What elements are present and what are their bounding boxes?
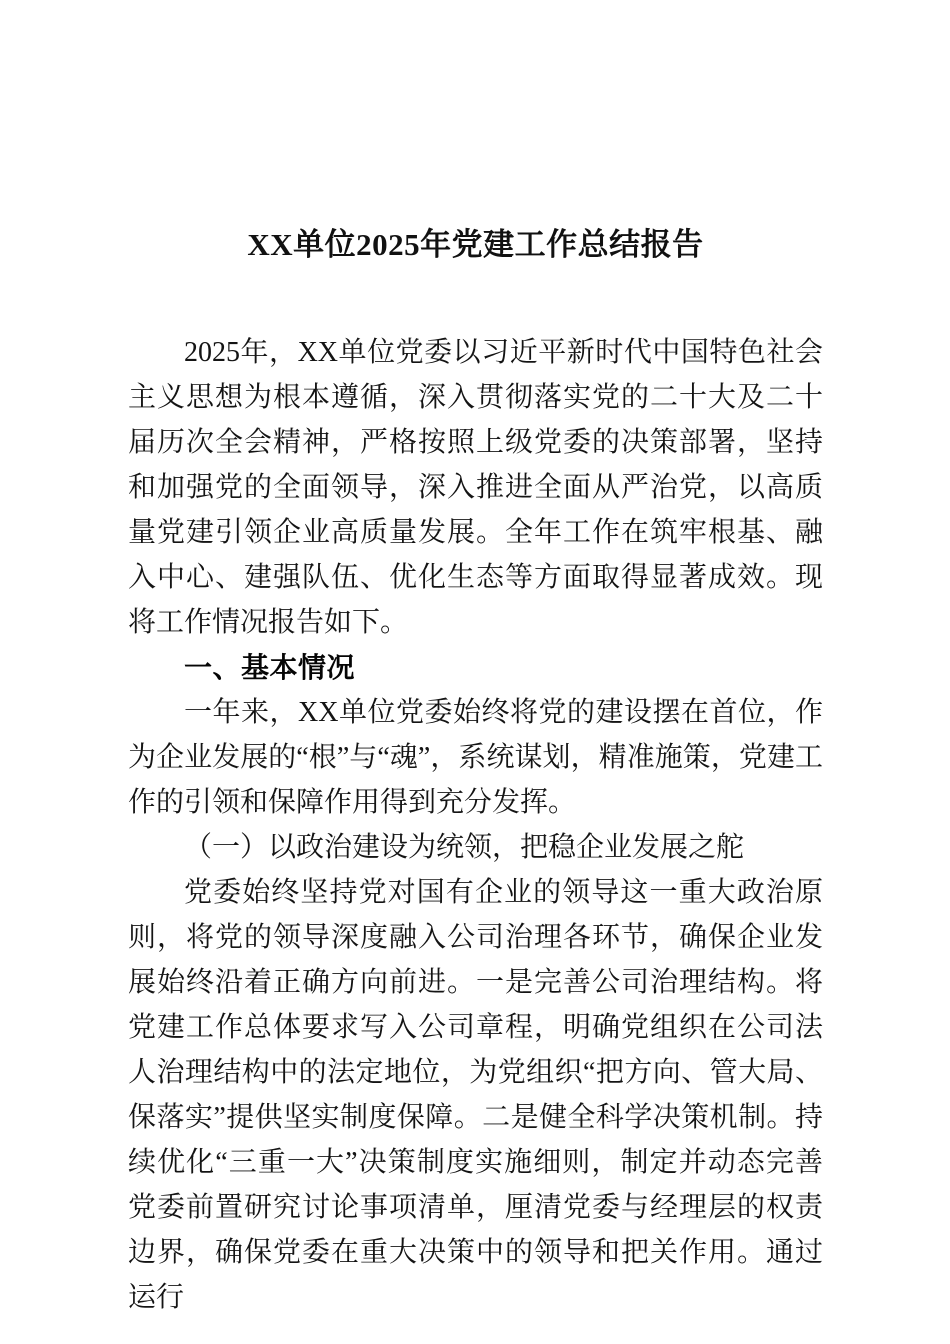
document-content <box>128 0 823 1320</box>
subsection-1-1-paragraph: 党委始终坚持党对国有企业的领导这一重大政治原则，将党的领导深度融入公司治理各环节，确保企业发展始终沿着正确方向前进。一是完善公司治理结构。将党建工作总体要求写入公司章程，明确党组织在公司法人治理结构中的法定地位，为党组织“把方向、管大局、保落实”提供坚实制度保障。二是健全科学决策机制。持续优化“三重一大”决策制度实施细则，制定并动态完善党委前置研究讨论事项清单，厘清党委与经理层的权责边界，确保党委在重大决策中的领导和把关作用。通过运行 <box>128 877 823 1313</box>
subsection-heading-1-1: （一）以政治建设为统领，把稳企业发展之舵 <box>184 832 745 863</box>
intro-paragraph: 2025年，XX单位党委以习近平新时代中国特色社会主义思想为根本遵循，深入贯彻落实党的二十大及二十届历次全会精神，严格按照上级党委的决策部署，坚持和加强党的全面领导，深入推进全面从严治党，以高质量党建引领企业高质量发展。全年工作在筑牢根基、融入中心、建强队伍、优化生态等方面取得显著成效。现将工作情况报告如下。 <box>128 337 823 638</box>
section-heading-1: 一、基本情况 <box>184 652 356 683</box>
page-title: XX单位2025年党建工作总结报告 <box>247 227 704 262</box>
section-1-paragraph: 一年来，XX单位党委始终将党的建设摆在首位，作为企业发展的“根”与“魂”，系统谋划，精准施策，党建工作的引领和保障作用得到充分发挥。 <box>128 697 823 818</box>
